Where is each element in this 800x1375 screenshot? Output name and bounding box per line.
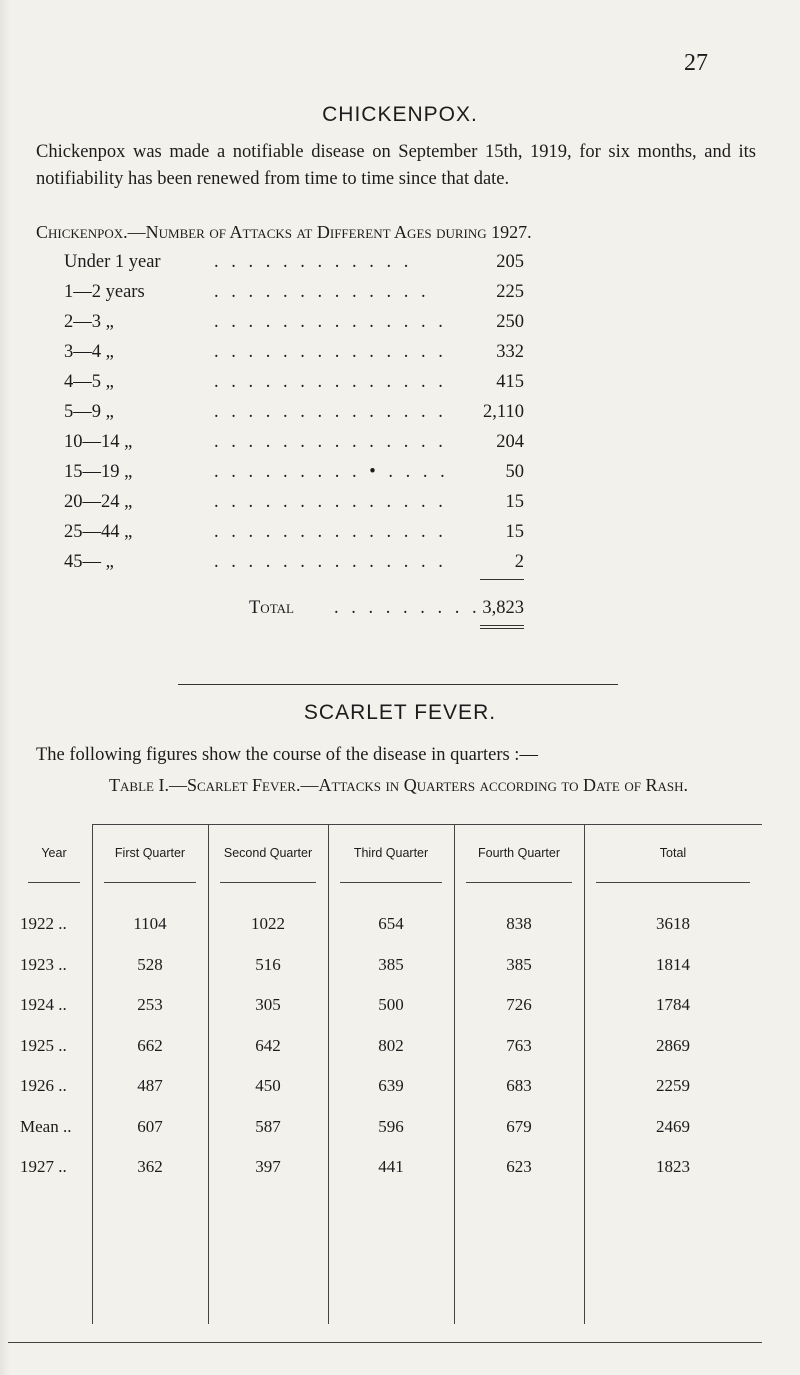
chickenpox-row xyxy=(64,367,524,397)
count-cell: 362 xyxy=(137,1157,163,1176)
year-cell: 1927 .. xyxy=(20,1157,67,1176)
scarlet-fever-table-title: Table I.—Scarlet Fever.—Attacks in Quarters according to Date of Rash. xyxy=(109,775,688,795)
chickenpox-heading: CHICKENPOX. xyxy=(322,103,478,126)
section-divider xyxy=(178,684,618,685)
leader-dots: . . . . . . . . . . . . . . xyxy=(214,372,447,392)
count-cell: 607 xyxy=(137,1116,163,1136)
age-group-label: 20—24 „ xyxy=(64,492,133,512)
count-cell: 2469 xyxy=(656,1116,690,1136)
chickenpox-table-title: Chickenpox.—Number of Attacks at Different Ages during 1927. xyxy=(36,222,532,242)
count-cell: 385 xyxy=(378,954,404,974)
count-cell: 654 xyxy=(378,914,404,933)
count-cell: 642 xyxy=(255,1035,281,1055)
header-underline xyxy=(596,882,750,883)
chickenpox-row xyxy=(64,487,524,517)
leader-dots: . . . . . . . . . xyxy=(334,598,481,618)
scarlet-fever-quarters-table xyxy=(16,824,762,1374)
age-group-label: 3—4 „ xyxy=(64,342,114,362)
leader-dots: . . . . . . . . . . . . xyxy=(214,252,413,272)
chickenpox-intro: Chickenpox was made a notifiable disease on September 15th, 1919, for six months, and its notifiability has been renewed from time to time since that date. xyxy=(36,142,756,189)
year-cell: 1923 .. xyxy=(20,954,67,974)
total-double-rule-1 xyxy=(480,625,524,626)
count-cell: 385 xyxy=(506,954,532,974)
year-cell: 1926 .. xyxy=(20,1076,67,1095)
chickenpox-total-row xyxy=(64,593,524,623)
header-underline xyxy=(28,882,80,883)
age-group-label: 15—19 „ xyxy=(64,462,133,482)
count-cell: 683 xyxy=(506,1076,532,1095)
year-cell: Mean .. xyxy=(20,1116,72,1136)
header-underline xyxy=(466,882,572,883)
age-group-label: 10—14 „ xyxy=(64,432,133,452)
count-cell: 516 xyxy=(255,954,281,974)
age-group-label: 25—44 „ xyxy=(64,522,133,542)
chickenpox-row xyxy=(64,247,524,277)
scarlet-fever-intro: The following figures show the course of the disease in quarters :— xyxy=(36,745,538,765)
column-header: Second Quarter xyxy=(223,846,313,860)
count-cell: 596 xyxy=(378,1116,404,1136)
age-group-label: Under 1 year xyxy=(64,252,161,272)
page-spine-shadow xyxy=(0,0,10,1375)
table-bottom-rule xyxy=(8,1342,762,1343)
column-header: Fourth Quarter xyxy=(478,846,560,860)
count-cell: 487 xyxy=(137,1076,163,1095)
sum-rule xyxy=(480,579,524,580)
chickenpox-row xyxy=(64,337,524,367)
attack-count: 204 xyxy=(496,432,524,452)
attack-count: 205 xyxy=(496,252,524,272)
attack-count: 332 xyxy=(496,342,524,362)
age-group-label: 5—9 „ xyxy=(64,402,114,422)
scarlet-fever-heading: SCARLET FEVER. xyxy=(303,701,497,724)
column-header: Third Quarter xyxy=(353,846,429,860)
count-cell: 500 xyxy=(378,995,404,1014)
count-cell: 528 xyxy=(137,954,163,974)
chickenpox-row xyxy=(64,307,524,337)
chickenpox-row xyxy=(64,397,524,427)
column-header: First Quarter xyxy=(114,846,186,860)
header-underline xyxy=(104,882,196,883)
age-group-label: 2—3 „ xyxy=(64,312,114,332)
chickenpox-row xyxy=(64,547,524,577)
age-group-label: 45— „ xyxy=(64,552,114,572)
attack-count: 415 xyxy=(496,372,524,392)
leader-dots: . . . . . . . . . . . . . . xyxy=(214,432,447,452)
age-group-label: 1—2 years xyxy=(64,282,145,302)
count-cell: 802 xyxy=(378,1035,404,1055)
attack-count: 250 xyxy=(496,312,524,332)
table-top-rule xyxy=(92,824,762,825)
count-cell: 763 xyxy=(506,1035,532,1055)
header-underline xyxy=(340,882,442,883)
count-cell: 2869 xyxy=(656,1035,690,1055)
leader-dots: . . . . . . . . . . . . . . xyxy=(214,492,447,512)
count-cell: 1823 xyxy=(656,1157,690,1176)
chickenpox-row xyxy=(64,277,524,307)
leader-dots: . . . . . . . . . . . . . xyxy=(214,282,430,302)
count-cell: 1022 xyxy=(251,914,285,933)
attack-count: 50 xyxy=(505,462,524,482)
chickenpox-row xyxy=(64,517,524,547)
column-header: Year xyxy=(41,846,67,860)
count-cell: 397 xyxy=(255,1157,281,1176)
total-count: 3,823 xyxy=(482,598,524,618)
count-cell: 3618 xyxy=(656,914,690,933)
count-cell: 1784 xyxy=(656,995,690,1014)
count-cell: 1814 xyxy=(656,954,690,974)
column-header: Total xyxy=(659,846,687,860)
count-cell: 639 xyxy=(378,1076,404,1095)
count-cell: 623 xyxy=(506,1157,532,1176)
page-number: 27 xyxy=(684,50,708,76)
count-cell: 305 xyxy=(255,995,281,1014)
count-cell: 662 xyxy=(137,1035,163,1055)
attack-count: 225 xyxy=(496,282,524,302)
count-cell: 1104 xyxy=(133,914,167,933)
chickenpox-row xyxy=(64,427,524,457)
leader-dots: . . . . . . . . . . . . . . xyxy=(214,402,447,422)
attack-count: 15 xyxy=(505,492,524,512)
leader-dots: . . . . . . . . . . . . . . xyxy=(214,552,447,572)
attack-count: 2 xyxy=(514,552,524,572)
count-cell: 2259 xyxy=(656,1076,690,1095)
attack-count: 15 xyxy=(505,522,524,542)
count-cell: 679 xyxy=(506,1116,532,1136)
count-cell: 450 xyxy=(255,1076,281,1095)
year-cell: 1922 .. xyxy=(20,914,67,933)
total-label: Total xyxy=(249,598,294,618)
attack-count: 2,110 xyxy=(483,402,524,422)
count-cell: 726 xyxy=(506,995,532,1014)
year-cell: 1924 .. xyxy=(20,995,67,1014)
age-group-label: 4—5 „ xyxy=(64,372,114,392)
header-underline xyxy=(220,882,316,883)
leader-dots: . . . . . . . . . • . . . . xyxy=(214,462,449,482)
count-cell: 838 xyxy=(506,914,532,933)
count-cell: 441 xyxy=(378,1157,404,1176)
year-cell: 1925 .. xyxy=(20,1035,67,1055)
leader-dots: . . . . . . . . . . . . . . xyxy=(214,312,447,332)
leader-dots: . . . . . . . . . . . . . . xyxy=(214,522,447,542)
count-cell: 587 xyxy=(255,1116,281,1136)
count-cell: 253 xyxy=(137,995,163,1014)
total-double-rule-2 xyxy=(480,628,524,629)
chickenpox-row xyxy=(64,457,524,487)
leader-dots: . . . . . . . . . . . . . . xyxy=(214,342,447,362)
